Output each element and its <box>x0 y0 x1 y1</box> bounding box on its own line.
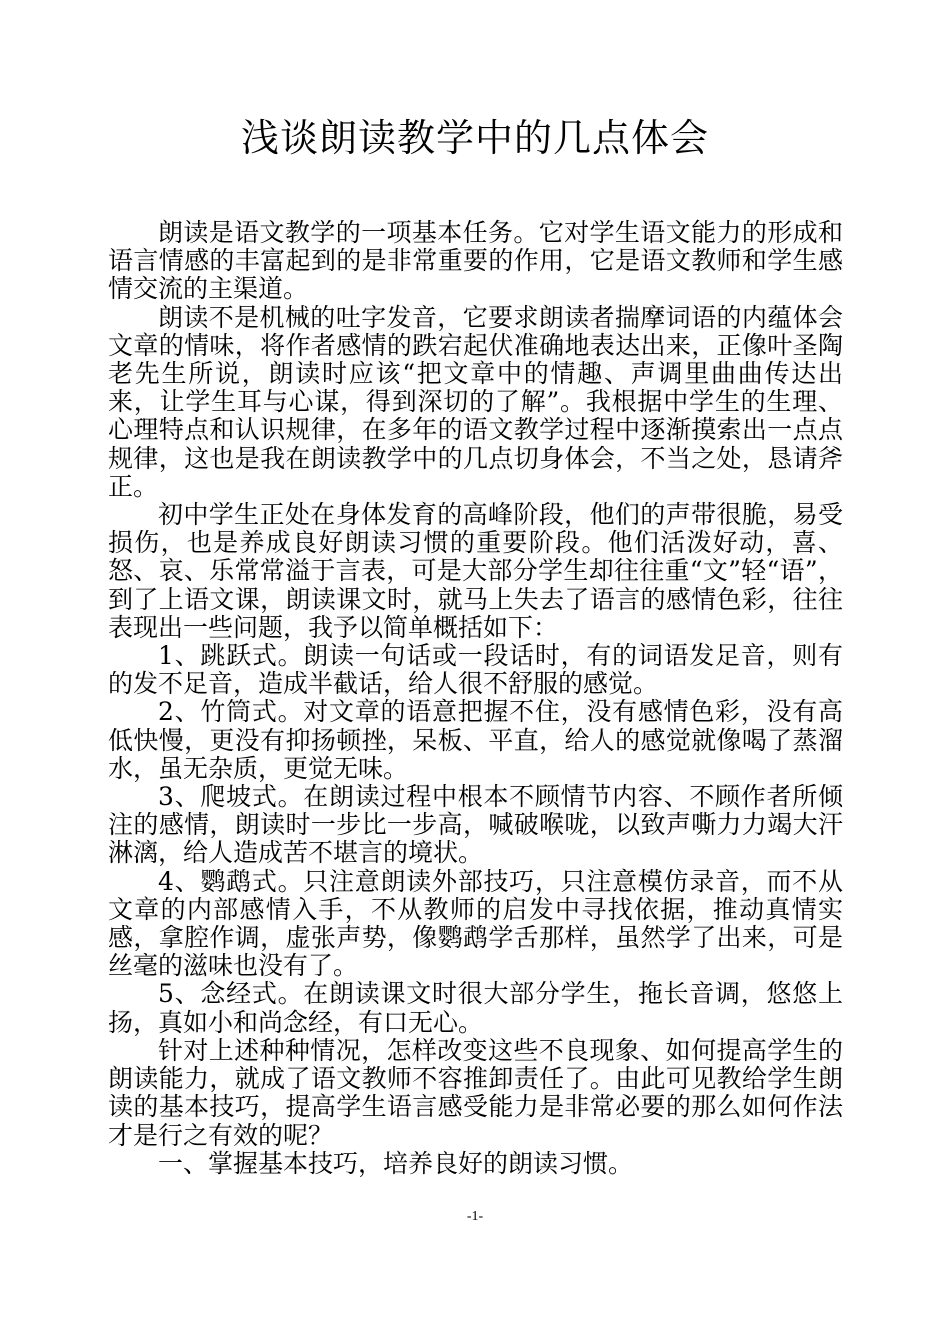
paragraph-conclusion: 针对上述种种情况，怎样改变这些不良现象、如何提高学生的朗读能力，就成了语文教师不容推卸责任了。由此可见教给学生朗读的基本技巧，提高学生语言感受能力是非常必要的那么如何作法才是行之有效的呢？ <box>108 1035 843 1150</box>
paragraph-student-problems: 初中学生正处在身体发育的高峰阶段，他们的声带很脆，易受损伤，也是养成良好朗读习惯的重要阶段。他们活泼好动，喜、怒、哀、乐常常溢于言表，可是大部分学生却往往重“文”轻“语”，到了上语文课，朗读课文时，就马上失去了语言的感情色彩，往往表现出一些问题，我予以简单概括如下： <box>108 500 843 642</box>
paragraph-intro: 朗读是语文教学的一项基本任务。它对学生语文能力的形成和语言情感的丰富起到的是非常重要的作用，它是语文教师和学生感情交流的主渠道。 <box>108 218 843 304</box>
paragraph-item-5: 5、念经式。在朗读课文时很大部分学生，拖长音调，悠悠上扬，真如小和尚念经，有口无心。 <box>108 979 843 1037</box>
document-body <box>108 219 843 1178</box>
paragraph-reading-meaning: 朗读不是机械的吐字发音，它要求朗读者揣摩词语的内蕴体会文章的情味，将作者感情的跌宕起伏准确地表达出来，正像叶圣陶老先生所说，朗读时应该“把文章中的情趣、声调里曲曲传达出来，让学生耳与心谋，得到深切的了解”。我根据中学生的生理、心理特点和认识规律，在多年的语文教学过程中逐渐摸索出一点点规律，这也是我在朗读教学中的几点切身体会，不当之处，恳请斧正。 <box>108 302 843 501</box>
paragraph-item-2: 2、竹筒式。对文章的语意把握不住，没有感情色彩，没有高低快慢，更没有抑扬顿挫，呆板、平直，给人的感觉就像喝了蒸溜水，虽无杂质，更觉无味。 <box>108 697 843 783</box>
document-title: 浅谈朗读教学中的几点体会 <box>240 116 709 160</box>
paragraph-item-3: 3、爬坡式。在朗读过程中根本不顾情节内容、不顾作者所倾注的感情，朗读时一步比一步高，喊破喉咙，以致声嘶力力竭大汗淋漓，给人造成苦不堪言的境状。 <box>108 782 843 868</box>
page-number: -1- <box>466 1209 484 1224</box>
section-heading-1: 一、掌握基本技巧，培养良好的朗读习惯。 <box>158 1148 634 1178</box>
paragraph-item-4: 4、鹦鹉式。只注意朗读外部技巧，只注意模仿录音，而不从文章的内部感情入手，不从教师的启发中寻找依据，推动真情实感，拿腔作调，虚张声势，像鹦鹉学舌那样，虽然学了出来，可是丝毫的滋味也没有了。 <box>108 866 843 981</box>
paragraph-item-1: 1、跳跃式。朗读一句话或一段话时，有的词语发足音，则有的发不足音，造成半截话，给人很不舒服的感觉。 <box>108 641 843 699</box>
